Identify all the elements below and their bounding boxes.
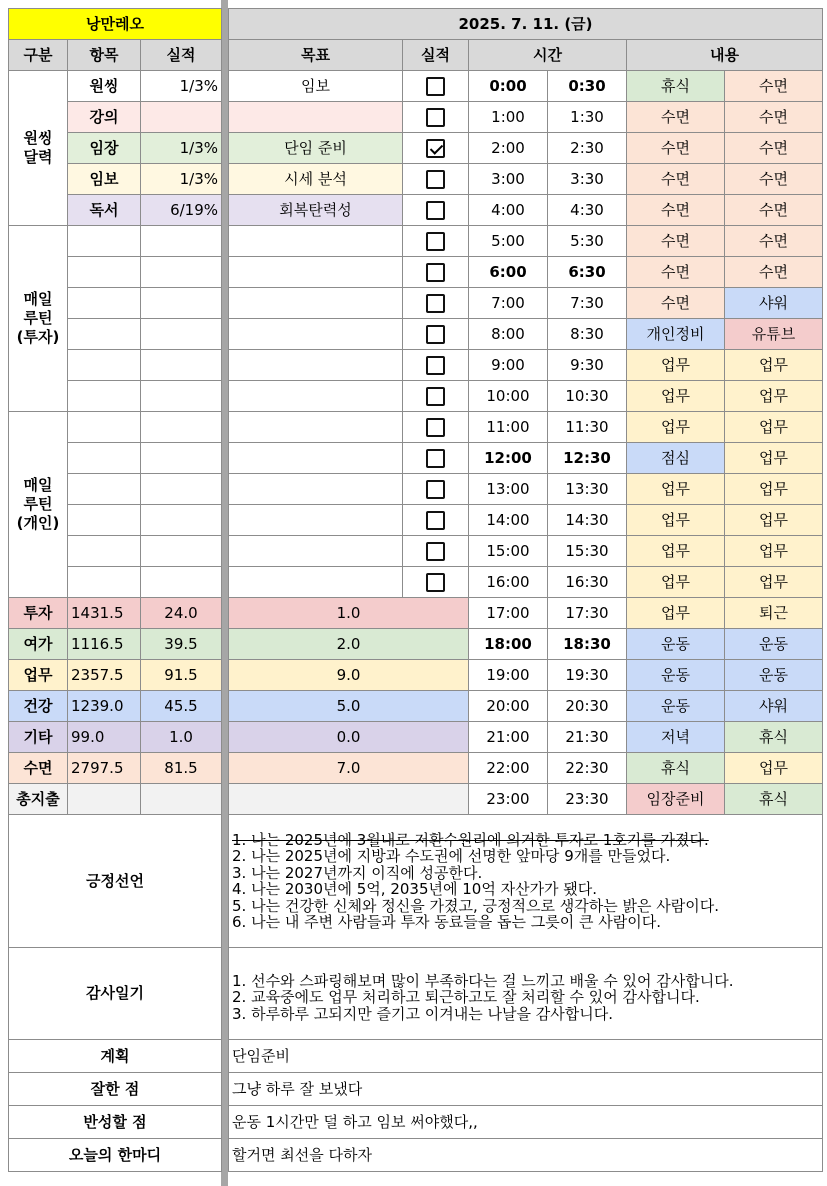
stat-result: 1.0 <box>141 722 222 753</box>
routine-result-cell[interactable] <box>141 319 222 350</box>
activity-second-half[interactable]: 수면 <box>725 133 823 164</box>
activity-first-half[interactable]: 수면 <box>627 226 725 257</box>
time-end: 1:30 <box>548 102 627 133</box>
group-onething-calendar: 원씽 달력 <box>9 71 68 226</box>
stat-result: 24.0 <box>141 598 222 629</box>
routine-item-cell[interactable] <box>68 319 141 350</box>
column-divider <box>221 0 228 1186</box>
time-start: 13:00 <box>469 474 548 505</box>
stat-total: 2797.5 <box>68 753 141 784</box>
activity-second-half[interactable]: 업무 <box>725 350 823 381</box>
routine-item-cell[interactable] <box>68 412 141 443</box>
schedule-row <box>229 71 823 102</box>
onething-item: 독서 <box>68 195 141 226</box>
stat-total: 99.0 <box>68 722 141 753</box>
schedule-row <box>229 412 823 443</box>
onething-item: 강의 <box>68 102 141 133</box>
stat-today: 7.0 <box>229 753 469 784</box>
goal-cell[interactable] <box>229 102 403 133</box>
routine-result-cell[interactable] <box>141 288 222 319</box>
onething-result[interactable] <box>141 102 222 133</box>
schedule-row <box>229 164 823 195</box>
routine-result-cell[interactable] <box>141 381 222 412</box>
stat-result: 81.5 <box>141 753 222 784</box>
result-checkbox-cell <box>403 350 469 381</box>
activity-first-half[interactable]: 운동 <box>627 660 725 691</box>
routine-item-cell[interactable] <box>68 381 141 412</box>
stat-label: 기타 <box>9 722 68 753</box>
time-end: 14:30 <box>548 505 627 536</box>
onething-result[interactable]: 1/3% <box>141 164 222 195</box>
result-checkbox-cell <box>403 226 469 257</box>
stat-result: 45.5 <box>141 691 222 722</box>
checkbox-icon[interactable] <box>426 418 445 437</box>
time-end: 4:30 <box>548 195 627 226</box>
activity-first-half[interactable]: 임장준비 <box>627 784 725 815</box>
result-checkbox-cell <box>403 536 469 567</box>
time-start: 8:00 <box>469 319 548 350</box>
time-start: 9:00 <box>469 350 548 381</box>
time-start: 4:00 <box>469 195 548 226</box>
activity-first-half[interactable]: 업무 <box>627 567 725 598</box>
activity-first-half[interactable]: 업무 <box>627 536 725 567</box>
routine-result-cell[interactable] <box>141 412 222 443</box>
goal-cell[interactable]: 시세 분석 <box>229 164 403 195</box>
date-header: 2025. 7. 11. (금) <box>229 9 823 40</box>
result-checkbox-cell <box>403 319 469 350</box>
result-checkbox-cell <box>403 381 469 412</box>
time-start: 23:00 <box>469 784 548 815</box>
stat-today: 1.0 <box>229 598 469 629</box>
routine-result-cell[interactable] <box>141 257 222 288</box>
activity-second-half[interactable]: 업무 <box>725 536 823 567</box>
result-checkbox-cell <box>403 443 469 474</box>
time-end: 5:30 <box>548 226 627 257</box>
schedule-row <box>229 443 823 474</box>
affirmation-item: 2. 나는 2025년에 지방과 수도권에 선명한 앞마당 9개를 만들었다. <box>232 847 671 865</box>
stat-today: 0.0 <box>229 722 469 753</box>
time-start: 18:00 <box>469 629 548 660</box>
checkbox-icon[interactable] <box>426 170 445 189</box>
time-start: 10:00 <box>469 381 548 412</box>
time-start: 11:00 <box>469 412 548 443</box>
goal-cell[interactable] <box>229 257 403 288</box>
time-start: 1:00 <box>469 102 548 133</box>
good-value[interactable]: 그냥 하루 잘 보냈다 <box>229 1073 823 1106</box>
activity-first-half[interactable]: 휴식 <box>627 753 725 784</box>
schedule-row <box>229 381 823 412</box>
routine-item-cell[interactable] <box>68 474 141 505</box>
checkbox-icon[interactable] <box>426 542 445 561</box>
schedule-row <box>229 226 823 257</box>
goal-cell[interactable] <box>229 350 403 381</box>
activity-second-half[interactable]: 수면 <box>725 164 823 195</box>
time-end: 7:30 <box>548 288 627 319</box>
goal-cell[interactable] <box>229 319 403 350</box>
schedule-row <box>229 505 823 536</box>
time-start: 14:00 <box>469 505 548 536</box>
activity-second-half[interactable]: 운동 <box>725 629 823 660</box>
stat-today: 5.0 <box>229 691 469 722</box>
result-checkbox-cell <box>403 102 469 133</box>
schedule-row <box>229 288 823 319</box>
stat-today: 2.0 <box>229 629 469 660</box>
affirmation-item: 6. 나는 내 주변 사람들과 투자 동료들을 돕는 그릇이 큰 사람이다. <box>232 913 662 931</box>
gratitude-item: 2. 교육중에도 업무 처리하고 퇴근하고도 잘 처리할 수 있어 감사합니다. <box>232 988 700 1007</box>
time-end: 12:30 <box>548 443 627 474</box>
time-end: 11:30 <box>548 412 627 443</box>
result-checkbox-cell <box>403 195 469 226</box>
schedule-row <box>229 629 823 660</box>
time-start: 6:00 <box>469 257 548 288</box>
goal-cell[interactable] <box>229 567 403 598</box>
routine-item-cell[interactable] <box>68 288 141 319</box>
goal-cell[interactable]: 회복탄력성 <box>229 195 403 226</box>
schedule-row <box>229 784 823 815</box>
time-end: 2:30 <box>548 133 627 164</box>
affirmation-list <box>229 815 823 948</box>
affirmation-label: 긍정선언 <box>9 815 222 948</box>
goal-cell[interactable] <box>229 536 403 567</box>
checkbox-icon[interactable] <box>426 294 445 313</box>
plan-value[interactable]: 단임준비 <box>229 1040 823 1073</box>
time-start: 12:00 <box>469 443 548 474</box>
activity-second-half[interactable]: 업무 <box>725 505 823 536</box>
time-start: 16:00 <box>469 567 548 598</box>
gratitude-item: 1. 선수와 스파링해보며 많이 부족하다는 걸 느끼고 배울 수 있어 감사합니다. <box>232 971 734 990</box>
time-start: 19:00 <box>469 660 548 691</box>
checkbox-icon[interactable] <box>426 387 445 406</box>
result-checkbox-cell <box>403 133 469 164</box>
checkbox-icon[interactable] <box>426 511 445 530</box>
time-end: 20:30 <box>548 691 627 722</box>
activity-first-half[interactable]: 운동 <box>627 629 725 660</box>
onething-item: 임장 <box>68 133 141 164</box>
activity-first-half[interactable]: 점심 <box>627 443 725 474</box>
activity-first-half[interactable]: 업무 <box>627 412 725 443</box>
activity-first-half[interactable]: 수면 <box>627 257 725 288</box>
activity-second-half[interactable]: 업무 <box>725 443 823 474</box>
activity-second-half[interactable]: 휴식 <box>725 722 823 753</box>
activity-first-half[interactable]: 업무 <box>627 474 725 505</box>
affirmation-item: 3. 나는 2027년까지 이직에 성공한다. <box>232 863 483 882</box>
time-end: 13:30 <box>548 474 627 505</box>
stat-result <box>141 784 222 815</box>
schedule-row <box>229 567 823 598</box>
routine-item-cell[interactable] <box>68 505 141 536</box>
routine-item-cell[interactable] <box>68 226 141 257</box>
result-checkbox-cell <box>403 474 469 505</box>
schedule-row <box>229 691 823 722</box>
activity-second-half[interactable]: 업무 <box>725 474 823 505</box>
routine-result-cell[interactable] <box>141 567 222 598</box>
goal-cell[interactable] <box>229 505 403 536</box>
activity-second-half[interactable]: 샤워 <box>725 691 823 722</box>
goal-cell[interactable] <box>229 474 403 505</box>
activity-first-half[interactable]: 수면 <box>627 288 725 319</box>
header-content: 내용 <box>627 40 823 71</box>
time-start: 0:00 <box>469 71 548 102</box>
time-start: 22:00 <box>469 753 548 784</box>
schedule-row <box>229 722 823 753</box>
onething-result[interactable]: 6/19% <box>141 195 222 226</box>
affirmation-item: 1. 나는 2025년에 3월내로 저환수원리에 의거한 투자로 1호기를 가졌다. <box>232 830 709 849</box>
activity-first-half[interactable]: 수면 <box>627 195 725 226</box>
schedule-row <box>229 474 823 505</box>
stat-label: 투자 <box>9 598 68 629</box>
activity-second-half[interactable]: 휴식 <box>725 784 823 815</box>
schedule-row <box>229 133 823 164</box>
routine-result-cell[interactable] <box>141 443 222 474</box>
onething-item: 원씽 <box>68 71 141 102</box>
time-end: 16:30 <box>548 567 627 598</box>
schedule-row <box>229 195 823 226</box>
activity-second-half[interactable]: 업무 <box>725 381 823 412</box>
time-start: 15:00 <box>469 536 548 567</box>
schedule-row <box>229 660 823 691</box>
checkbox-icon[interactable] <box>426 232 445 251</box>
group-routine-invest: 매일 루틴 (투자) <box>9 226 68 412</box>
schedule-row <box>229 536 823 567</box>
time-end: 15:30 <box>548 536 627 567</box>
routine-item-cell[interactable] <box>68 443 141 474</box>
activity-second-half[interactable]: 운동 <box>725 660 823 691</box>
group-routine-personal: 매일 루틴 (개인) <box>9 412 68 598</box>
stat-total <box>68 784 141 815</box>
stat-result: 91.5 <box>141 660 222 691</box>
activity-first-half[interactable]: 수면 <box>627 133 725 164</box>
routine-result-cell[interactable] <box>141 536 222 567</box>
time-end: 3:30 <box>548 164 627 195</box>
result-checkbox-cell <box>403 164 469 195</box>
gratitude-item: 3. 하루하루 고되지만 즐기고 이겨내는 나날을 감사합니다. <box>232 1004 613 1023</box>
activity-second-half[interactable]: 퇴근 <box>725 598 823 629</box>
routine-item-cell[interactable] <box>68 257 141 288</box>
routine-result-cell[interactable] <box>141 505 222 536</box>
checkbox-icon[interactable] <box>426 201 445 220</box>
activity-second-half[interactable]: 수면 <box>725 195 823 226</box>
activity-first-half[interactable]: 업무 <box>627 381 725 412</box>
left-panel <box>8 8 222 1172</box>
header-result: 실적 <box>141 40 222 71</box>
time-end: 8:30 <box>548 319 627 350</box>
schedule-row <box>229 598 823 629</box>
checkbox-icon[interactable] <box>426 573 445 592</box>
goal-cell[interactable]: 단임 준비 <box>229 133 403 164</box>
activity-second-half[interactable]: 업무 <box>725 753 823 784</box>
affirmation-item: 5. 나는 건강한 신체와 정신을 가졌고, 긍정적으로 생각하는 밝은 사람이다. <box>232 896 719 915</box>
activity-second-half[interactable]: 수면 <box>725 257 823 288</box>
routine-result-cell[interactable] <box>141 350 222 381</box>
header-time: 시간 <box>469 40 627 71</box>
onething-result[interactable]: 1/3% <box>141 133 222 164</box>
stat-total: 1239.0 <box>68 691 141 722</box>
stat-label: 여가 <box>9 629 68 660</box>
time-start: 2:00 <box>469 133 548 164</box>
checkbox-icon[interactable] <box>426 356 445 375</box>
activity-second-half[interactable]: 업무 <box>725 412 823 443</box>
activity-first-half[interactable]: 업무 <box>627 598 725 629</box>
onething-item: 임보 <box>68 164 141 195</box>
result-checkbox-cell <box>403 567 469 598</box>
reflect-value[interactable]: 운동 1시간만 덜 하고 임보 써야했다,, <box>229 1106 823 1139</box>
stat-label: 수면 <box>9 753 68 784</box>
activity-first-half[interactable]: 수면 <box>627 164 725 195</box>
schedule-row <box>229 102 823 133</box>
checkbox-icon[interactable] <box>426 480 445 499</box>
routine-item-cell[interactable] <box>68 567 141 598</box>
time-end: 19:30 <box>548 660 627 691</box>
result-checkbox-cell <box>403 257 469 288</box>
checked-checkbox-icon[interactable] <box>426 139 445 158</box>
routine-result-cell[interactable] <box>141 474 222 505</box>
result-checkbox-cell <box>403 412 469 443</box>
stat-label: 총지출 <box>9 784 68 815</box>
time-end: 18:30 <box>548 629 627 660</box>
activity-first-half[interactable]: 운동 <box>627 691 725 722</box>
time-end: 6:30 <box>548 257 627 288</box>
result-checkbox-cell <box>403 71 469 102</box>
stat-result: 39.5 <box>141 629 222 660</box>
activity-first-half[interactable]: 업무 <box>627 350 725 381</box>
header-item: 항목 <box>68 40 141 71</box>
activity-second-half[interactable]: 수면 <box>725 226 823 257</box>
time-end: 17:30 <box>548 598 627 629</box>
checkbox-icon[interactable] <box>426 108 445 127</box>
reflect-label: 반성할 점 <box>9 1106 222 1139</box>
affirmation-item: 4. 나는 2030년에 5억, 2035년에 10억 자산가가 됐다. <box>232 880 598 898</box>
time-end: 9:30 <box>548 350 627 381</box>
time-start: 7:00 <box>469 288 548 319</box>
time-end: 21:30 <box>548 722 627 753</box>
stat-total: 1431.5 <box>68 598 141 629</box>
good-label: 잘한 점 <box>9 1073 222 1106</box>
schedule-row <box>229 350 823 381</box>
onething-result[interactable]: 1/3% <box>141 71 222 102</box>
goal-cell[interactable] <box>229 226 403 257</box>
goal-cell[interactable] <box>229 381 403 412</box>
stat-today <box>229 784 469 815</box>
stat-label: 업무 <box>9 660 68 691</box>
gratitude-label: 감사일기 <box>9 948 222 1040</box>
stat-label: 건강 <box>9 691 68 722</box>
plan-label: 계획 <box>9 1040 222 1073</box>
checkbox-icon[interactable] <box>426 325 445 344</box>
checkbox-icon[interactable] <box>426 77 445 96</box>
time-start: 3:00 <box>469 164 548 195</box>
page-title: 낭만레오 <box>9 9 222 40</box>
routine-item-cell[interactable] <box>68 536 141 567</box>
routine-result-cell[interactable] <box>141 226 222 257</box>
checkbox-icon[interactable] <box>426 449 445 468</box>
activity-second-half[interactable]: 수면 <box>725 102 823 133</box>
schedule-body <box>229 71 823 815</box>
time-end: 10:30 <box>548 381 627 412</box>
right-panel <box>228 8 823 1172</box>
routine-item-cell[interactable] <box>68 350 141 381</box>
time-start: 17:00 <box>469 598 548 629</box>
goal-cell[interactable] <box>229 288 403 319</box>
activity-second-half[interactable]: 샤워 <box>725 288 823 319</box>
schedule-row <box>229 319 823 350</box>
time-end: 23:30 <box>548 784 627 815</box>
gratitude-list <box>229 948 823 1040</box>
goal-cell[interactable] <box>229 412 403 443</box>
activity-second-half[interactable]: 유튜브 <box>725 319 823 350</box>
time-start: 5:00 <box>469 226 548 257</box>
activity-first-half[interactable]: 개인정비 <box>627 319 725 350</box>
checkbox-icon[interactable] <box>426 263 445 282</box>
activity-second-half[interactable]: 업무 <box>725 567 823 598</box>
time-end: 0:30 <box>548 71 627 102</box>
activity-first-half[interactable]: 업무 <box>627 505 725 536</box>
motto-label: 오늘의 한마디 <box>9 1139 222 1172</box>
time-start: 20:00 <box>469 691 548 722</box>
schedule-row <box>229 257 823 288</box>
stat-today: 9.0 <box>229 660 469 691</box>
stat-total: 2357.5 <box>68 660 141 691</box>
schedule-row <box>229 753 823 784</box>
header-category: 구분 <box>9 40 68 71</box>
activity-first-half[interactable]: 수면 <box>627 102 725 133</box>
activity-first-half[interactable]: 저녁 <box>627 722 725 753</box>
goal-cell[interactable]: 임보 <box>229 71 403 102</box>
activity-second-half[interactable]: 수면 <box>725 71 823 102</box>
motto-value[interactable]: 할거면 최선을 다하자 <box>229 1139 823 1172</box>
stat-total: 1116.5 <box>68 629 141 660</box>
time-end: 22:30 <box>548 753 627 784</box>
time-start: 21:00 <box>469 722 548 753</box>
header-goal: 목표 <box>229 40 403 71</box>
result-checkbox-cell <box>403 288 469 319</box>
activity-first-half[interactable]: 휴식 <box>627 71 725 102</box>
header-result: 실적 <box>403 40 469 71</box>
goal-cell[interactable] <box>229 443 403 474</box>
result-checkbox-cell <box>403 505 469 536</box>
